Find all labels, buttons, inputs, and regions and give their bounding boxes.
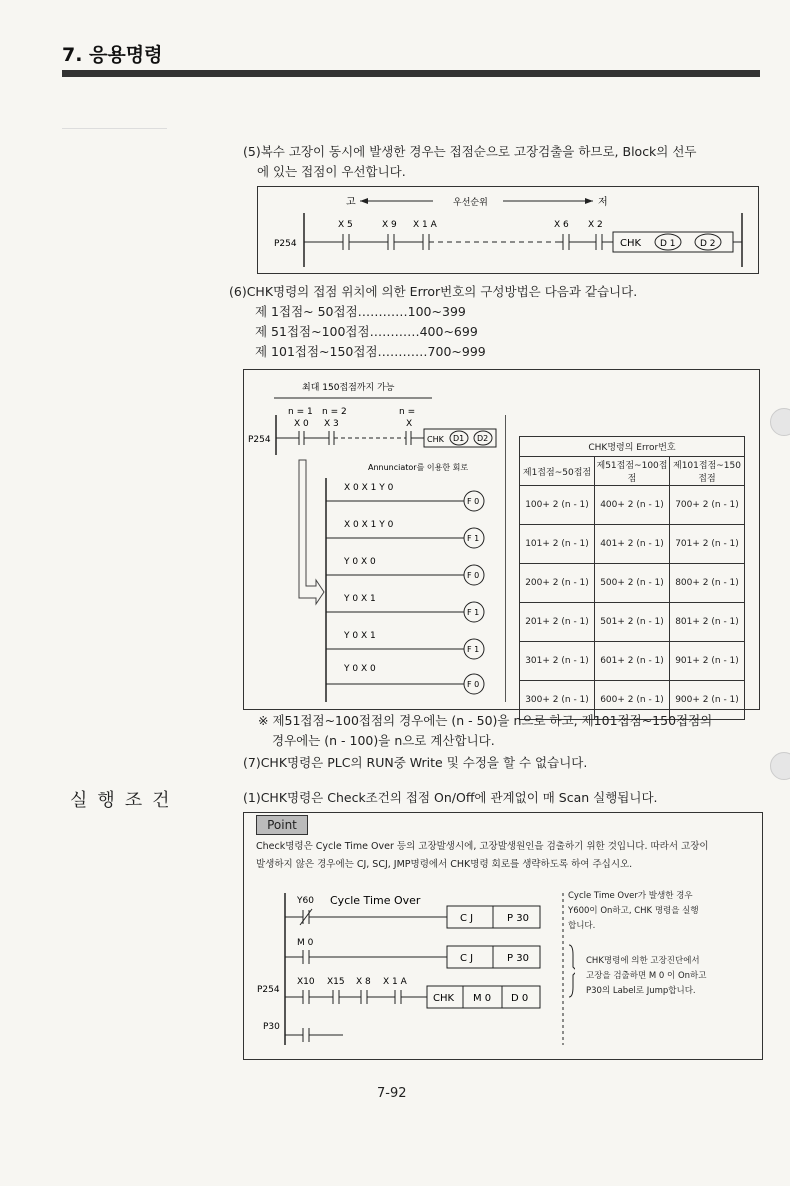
table-cell: 600+ 2 (n - 1) (595, 681, 670, 720)
step-label-2: P254 (248, 435, 271, 445)
chk-label: CHK (620, 238, 642, 249)
section5-line2: 에 있는 접점이 우선합니다. (257, 164, 406, 179)
col-header-2: 제51접점~100접점 (595, 457, 670, 486)
rung5-contacts: Y 0 X 1 (344, 631, 376, 641)
top-contact-x3: X 3 (324, 419, 339, 429)
table-row (520, 603, 745, 642)
point-line1: Check명령은 Cycle Time Over 등의 고장발생시에, 고장발생원인을 검출하기 위한 것입니다. 따라서 고장이 (256, 841, 709, 852)
rung-6 (326, 664, 484, 694)
side-note-1 (568, 889, 760, 934)
error-table-wrap (519, 436, 745, 720)
rung5-coil: F 1 (467, 645, 480, 654)
table-cell: 401+ 2 (n - 1) (595, 525, 670, 564)
section7-text: (7)CHK명령은 PLC의 RUN중 Write 및 수정을 할 수 없습니다. (243, 755, 588, 770)
table-cell: 100+ 2 (n - 1) (520, 486, 595, 525)
table-cell: 201+ 2 (n - 1) (520, 603, 595, 642)
operand-d1: D 1 (660, 239, 676, 249)
page-number: 7-92 (377, 1086, 407, 1101)
operand-d1-2: D1 (453, 434, 465, 443)
table-row (520, 642, 745, 681)
section6-text (229, 282, 749, 362)
table-cell: 701+ 2 (n - 1) (670, 525, 745, 564)
rung1-cycle-label: Cycle Time Over (330, 894, 421, 907)
table-row (520, 564, 745, 603)
contact-x10: X10 (297, 977, 315, 987)
m0-label: M 0 (473, 993, 492, 1004)
table-cell: 901+ 2 (n - 1) (670, 642, 745, 681)
chk-label-3: CHK (433, 993, 455, 1004)
priority-ladder-svg (258, 187, 758, 273)
chk-label-2: CHK (427, 435, 444, 444)
punch-hole-top (770, 408, 790, 436)
exec-conditions-text: (1)CHK명령은 Check조건의 접점 On/Off에 관계없이 매 Scan 실행됩니다. (243, 790, 658, 805)
note-line2: 경우에는 (n - 100)을 n으로 계산합니다. (272, 733, 495, 748)
side1-line2: Y600이 On하고, CHK 명령을 실행 (568, 906, 699, 916)
section5-line1: (5)복수 고장이 동시에 발생한 경우는 접점순으로 고장검출을 하므로, Block의 선두 (243, 144, 697, 159)
flow-arrow (299, 460, 324, 604)
operand-d2-2: D2 (477, 434, 489, 443)
error-table-title: CHK명령의 Error번호 (520, 437, 745, 457)
brace (569, 945, 575, 997)
table-cell: 101+ 2 (n - 1) (520, 525, 595, 564)
n-label-3: n = (399, 407, 416, 417)
exec-conditions-heading: 실행조건 (70, 790, 180, 811)
rung-2 (326, 520, 484, 548)
rung-3 (326, 557, 484, 585)
rung4-contacts: Y 0 X 1 (344, 594, 376, 604)
side2-line1: CHK명령에 의한 고장진단에서 (586, 956, 700, 966)
section5-text (243, 142, 758, 182)
rung4-coil: F 1 (467, 608, 480, 617)
side2-line3: P30의 Label로 Jump합니다. (586, 986, 696, 996)
table-cell: 200+ 2 (n - 1) (520, 564, 595, 603)
rung1-coil: F 0 (467, 497, 480, 506)
rung-1 (326, 483, 484, 511)
page-header-title: 7. 응용명령 (62, 44, 163, 66)
n-label-2: n = 2 (322, 407, 347, 417)
punch-hole-bottom (770, 752, 790, 780)
error-number-diagram (243, 369, 760, 710)
priority-high-label: 고 (346, 197, 356, 208)
point-ladder-svg (255, 885, 575, 1050)
annunciator-ladder-svg (244, 370, 506, 709)
contact-x1a-2: X 1 A (383, 977, 407, 987)
n-label-1: n = 1 (288, 407, 313, 417)
side1-line1: Cycle Time Over가 발생한 경우 (568, 891, 693, 901)
contact-label-x6: X 6 (554, 220, 569, 230)
priority-center-label: 우선순위 (453, 198, 488, 208)
contact-label-x1a: X 1 A (413, 220, 437, 230)
table-cell: 501+ 2 (n - 1) (595, 603, 670, 642)
rung3-coil: F 0 (467, 571, 480, 580)
contact-label-x9: X 9 (382, 220, 397, 230)
rung1-contact-label: Y60 (297, 896, 314, 906)
p30-label-1: P 30 (507, 913, 529, 924)
rung1-contacts: X 0 X 1 Y 0 (344, 483, 394, 493)
col-header-1: 제1접점~50접점 (520, 457, 595, 486)
p30-label-2: P 30 (507, 953, 529, 964)
table-cell: 300+ 2 (n - 1) (520, 681, 595, 720)
rung2-contacts: X 0 X 1 Y 0 (344, 520, 394, 530)
step-label-p30: P30 (263, 1022, 280, 1032)
top-contact-x: X (406, 419, 413, 429)
col-header-3: 제101접점~150접점 (670, 457, 745, 486)
table-row (520, 486, 745, 525)
priority-low-label: 저 (598, 197, 608, 208)
rung6-coil: F 0 (467, 680, 480, 689)
cj-label-1: C J (460, 913, 474, 924)
table-cell: 801+ 2 (n - 1) (670, 603, 745, 642)
step-label: P254 (274, 239, 297, 249)
point-text (256, 838, 756, 874)
arrow-head-left (360, 198, 368, 204)
top-contact-x0: X 0 (294, 419, 309, 429)
contact-x15: X15 (327, 977, 345, 987)
table-cell: 800+ 2 (n - 1) (670, 564, 745, 603)
arrow-head-right (585, 198, 593, 204)
note-line1: ※ 제51접점~100접점의 경우에는 (n - 50)을 n으로 하고, 제101접점~150접점의 (258, 713, 713, 728)
table-cell: 400+ 2 (n - 1) (595, 486, 670, 525)
rung2-contact-label: M 0 (297, 938, 314, 948)
section6-row3: 제 101접점~150접점…………700~999 (255, 344, 486, 359)
contact-label-x2: X 2 (588, 220, 603, 230)
contact-label-x5: X 5 (338, 220, 353, 230)
point-line2: 발생하지 않은 경우에는 CJ, SCJ, JMP명령에서 CHK명령 회로를 생략하도록 하여 주십시오. (256, 859, 633, 870)
step-label-3: P254 (257, 985, 280, 995)
header-divider (62, 70, 760, 77)
error-number-table (519, 436, 745, 720)
max-contacts-label: 최대 150접점까지 가능 (302, 383, 395, 393)
side2-line2: 고장을 검출하면 M 0 이 On하고 (586, 971, 707, 981)
sidebar-divider (62, 128, 167, 129)
table-cell: 900+ 2 (n - 1) (670, 681, 745, 720)
note-text (258, 711, 758, 751)
point-tag: Point (256, 815, 308, 835)
operand-d2: D 2 (700, 239, 716, 249)
side1-line3: 합니다. (568, 921, 596, 931)
contact-x8: X 8 (356, 977, 371, 987)
rung2-coil: F 1 (467, 534, 480, 543)
rung3-contacts: Y 0 X 0 (344, 557, 376, 567)
rung-4 (326, 594, 484, 622)
priority-diagram (257, 186, 759, 274)
cj-label-2: C J (460, 953, 474, 964)
rung6-contacts: Y 0 X 0 (344, 664, 376, 674)
rung-5 (326, 631, 484, 659)
table-cell: 700+ 2 (n - 1) (670, 486, 745, 525)
d0-label: D 0 (511, 993, 529, 1004)
side-note-2 (586, 954, 760, 999)
table-cell: 601+ 2 (n - 1) (595, 642, 670, 681)
section6-row1: 제 1접점~ 50접점…………100~399 (255, 304, 466, 319)
section6-title: (6)CHK명령의 접점 위치에 의한 Error번호의 구성방법은 다음과 같습니다. (229, 284, 638, 299)
table-cell: 500+ 2 (n - 1) (595, 564, 670, 603)
annunciator-label: Annunciator를 이용한 회로 (368, 463, 469, 472)
table-row (520, 525, 745, 564)
section6-row2: 제 51접점~100접점…………400~699 (255, 324, 478, 339)
table-cell: 301+ 2 (n - 1) (520, 642, 595, 681)
